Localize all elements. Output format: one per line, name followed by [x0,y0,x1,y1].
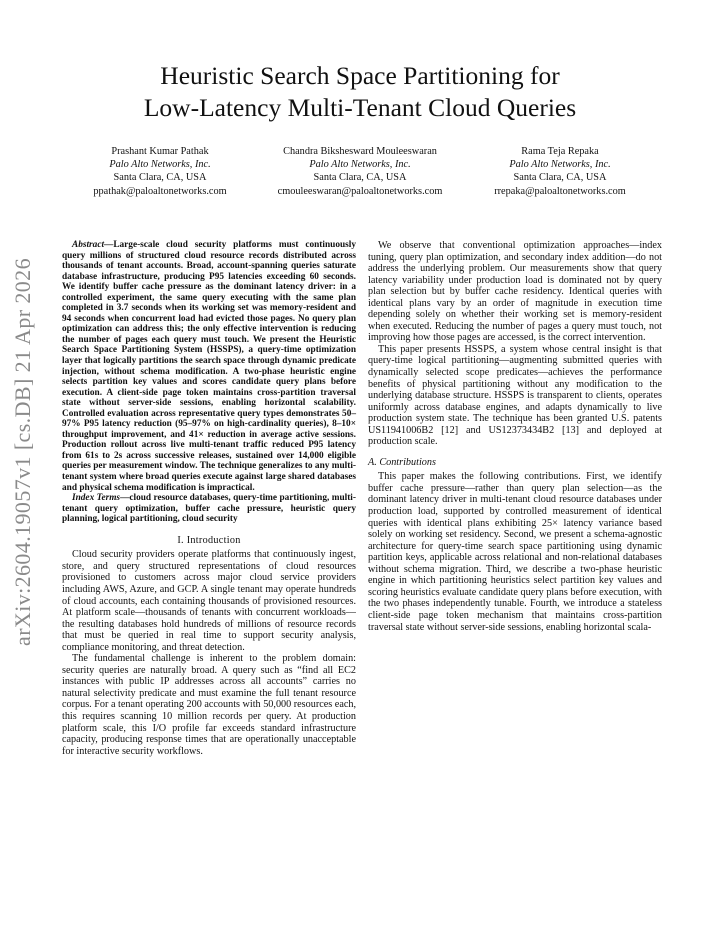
author-location: Santa Clara, CA, USA [513,172,607,184]
intro-paragraph-2: The fundamental challenge is inherent to the problem domain: security queries are naturally broad. A query such as “find all EC2 instances with public IP addresses across all accounts” carries no natural selectivity predicate and must examine the full tenant resource corpus. For a tenant operating 200 accounts with 50,000 resources each, this requires scanning 10 million records per query. At production platform scale, this I/O profile far exceeds standard infrastructure capacity, producing response times that are operationally unacceptable for interactive security workflows. [62,653,356,757]
index-terms-text: —cloud resource databases, query-time partitioning, multi-tenant query optimization, buffer cache pressure, heuristic query planning, logical partitioning, cloud security [62,493,356,525]
abstract-text: —Large-scale cloud security platforms must continuously query millions of structured cloud resource records distributed across thousands of tenant accounts. Broad, account-spanning queries saturate database infrastructure, producing P95 latencies exceeding 60 seconds. We identify buffer cache pressure as the dominant latency driver: in a controlled experiment, the same query executing with the same plan completed in 3.7 seconds when its working set was memory-resident and 94 seconds when concurrent load had evicted those pages. No query plan optimization can address this; the only effective intervention is reducing the number of pages each query must touch. We present the Heuristic Search Space Partitioning System (HSSPS), a query-time optimization layer that logically partitions the search space through dynamic predicate injection, without schema modification. A two-phase heuristic engine selects partition key values and scores candidate query plans before execution. A client-side page token maintains cross-partition traversal state without server-side sessions, enabling horizontal scalability. Controlled evaluation across representative query types demonstrates 50–97% P95 latency reduction (95–97% on high-cardinality queries), 8–10× throughput improvement, and 41× reduction in average active sessions. Production rollout across live multi-tenant traffic reduced P95 latency from 61s to 2s across successive releases, sustained over 14,000 eligible queries per measurement window. The technique generalizes to any multi-tenant system where broad queries execute against large shared databases and physical schema modification is impractical. [62,240,356,493]
subsection-heading-contributions: A. Contributions [368,456,436,468]
section-heading-introduction: I. Introduction [177,534,241,546]
intro-paragraph-3: We observe that conventional optimization approaches—index tuning, query plan optimization, and secondary index addition—do not address the underlying problem. Our measurements show that query latency variability under production load is dominated not by query plan selection but by buffer cache residency. Identical queries with identical plans vary by an order of magnitude in execution time depending solely on whether their working set is memory-resident when executed. Reducing the number of pages a query must touch, not improving how those pages are accessed, is the correct intervention. [368,240,662,344]
author-1 [60,145,260,198]
author-email[interactable]: rrepaka@paloaltonetworks.com [494,185,626,197]
author-email[interactable]: ppathak@paloaltonetworks.com [93,185,227,197]
intro-paragraph-1: Cloud security providers operate platforms that continuously ingest, store, and query structured representations of cloud resources provisioned to customers across major cloud service providers including AWS, Azure, and GCP. A single tenant may operate hundreds of cloud accounts, each containing thousands of provisioned resources. At platform scale—thousands of tenants with concurrent workloads—the resulting databases hold hundreds of millions of resource records that must be queried in real time to support security analysis, compliance monitoring, and threat detection. [62,549,356,653]
author-name: Prashant Kumar Pathak [111,146,209,157]
intro-paragraph-4: This paper presents HSSPS, a system whose central insight is that query-time logical partitioning—augmenting submitted queries with dynamically selected scope predicates—achieves the performance benefits of physical partitioning without any modification to the underlying database structure. HSSPS is transparent to clients, operates uniformly across database engines, and adapts dynamically to live production system state. The technique has been granted U.S. patents US11941006B2 [12] and US12373434B2 [13] and deployed at production scale. [368,343,662,448]
arxiv-id-text: arXiv:2604.19057v1 [cs.DB] 21 Apr 2026 [10,258,36,646]
arxiv-identifier [6,232,40,672]
title-line-2: Low-Latency Multi-Tenant Cloud Queries [143,93,577,122]
author-email[interactable]: cmouleeswaran@paloaltonetworks.com [277,185,443,197]
author-location: Santa Clara, CA, USA [113,172,207,184]
author-location: Santa Clara, CA, USA [313,172,407,184]
author-affiliation: Palo Alto Networks, Inc. [309,159,411,171]
author-name: Rama Teja Repaka [521,146,599,157]
abstract [62,240,356,493]
title-line-1: Heuristic Search Space Partitioning for [160,61,560,90]
contributions-paragraph: This paper makes the following contributions. First, we identify buffer cache pressure—rather than query plan selection—as the dominant latency driver in multi-tenant cloud resource databases under production load, supported by controlled measurement of identical queries with identical plans exhibiting 25× latency variance based solely on working set residency. Second, we present a schema-agnostic architecture for query-time search space partitioning using dynamic partition keys, applicable across relational and non-relational databases without schema migration. Third, we describe a two-phase heuristic engine in which partitioning heuristics select partition key values and scoring heuristics evaluate candidate query plans before execution, with the two phases independently tunable. Fourth, we introduce a stateless client-side page token mechanism that maintains cross-partition traversal state without server-side sessions, enabling horizontal scala- [368,471,662,633]
author-affiliation: Palo Alto Networks, Inc. [109,159,211,171]
author-3 [460,145,660,198]
right-column [368,240,662,633]
left-column [62,240,356,757]
paper-title [60,60,660,124]
index-terms-lead: Index Terms [72,493,121,504]
author-affiliation: Palo Alto Networks, Inc. [509,159,611,171]
author-name: Chandra Bikshesward Mouleeswaran [283,146,437,157]
index-terms [62,493,356,525]
abstract-lead: Abstract [72,240,105,250]
author-2 [250,145,470,198]
